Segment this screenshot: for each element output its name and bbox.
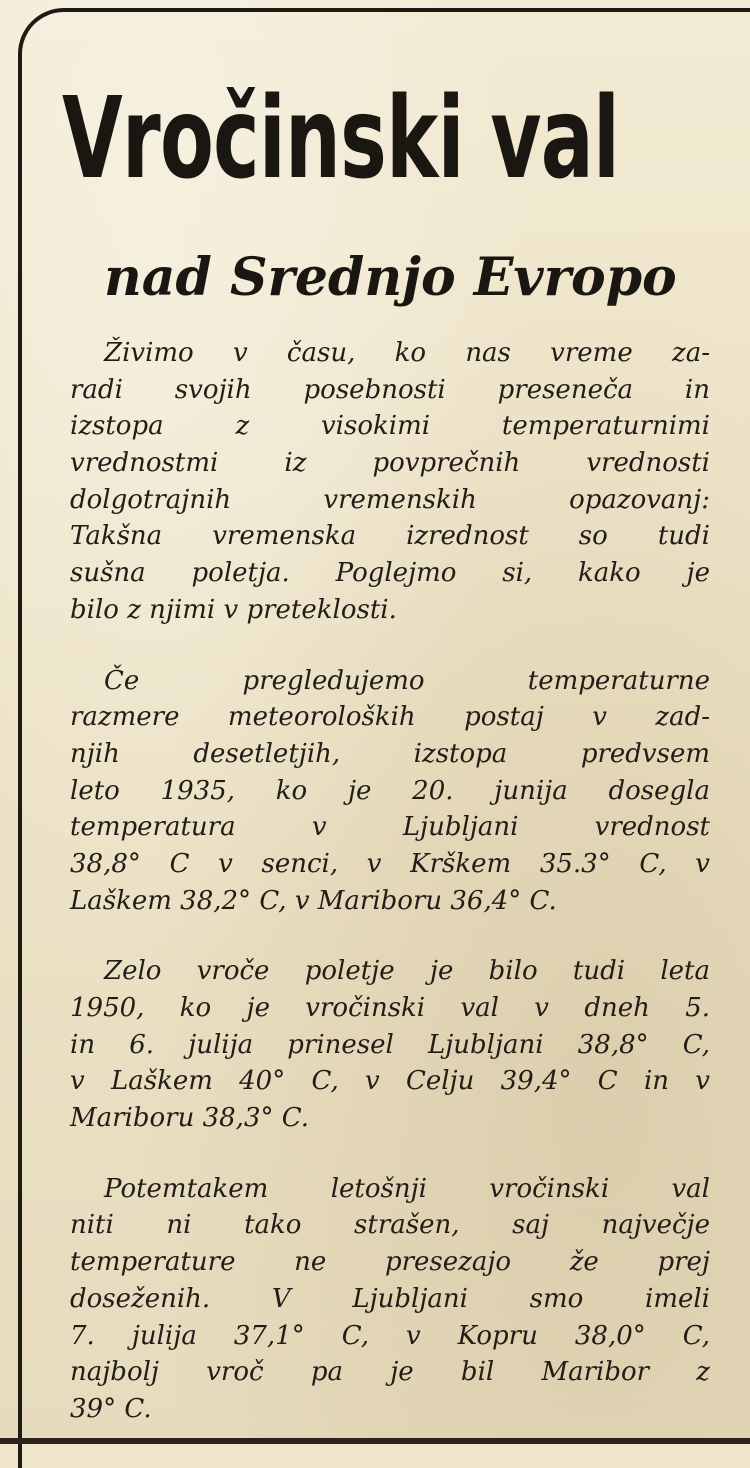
paragraph-2 [70,663,710,920]
text-line: vrednostmi iz povprečnih vrednosti [70,448,710,479]
article-subheadline: nad Srednjo Evropo [104,247,677,308]
text-line: dolgotrajnih vremenskih opazovanj: [70,484,710,515]
text-line: izstopa z visokimi temperaturnimi [70,411,710,442]
text-line: niti ni tako strašen, saj največje [70,1210,710,1241]
text-line: 38,8° C v senci, v Krškem 35.3° C, v [70,848,710,879]
text-line: in 6. julija prinesel Ljubljani 38,8° C, [70,1029,710,1060]
text-line: Mariboru 38,3° C. [70,1103,309,1134]
article-headline: Vročinski val [62,74,620,204]
article-body [70,335,710,1462]
text-line: temperatura v Ljubljani vrednost [70,812,710,843]
text-line: leto 1935, ko je 20. junija dosegla [70,775,710,806]
text-line: Takšna vremenska izrednost so tudi [70,521,710,552]
text-line: Zelo vroče poletje je bilo tudi leta [104,956,710,987]
text-line: Če pregledujemo temperaturne [104,665,710,696]
text-line: Živimo v času, ko nas vreme za- [104,338,710,368]
text-line: najbolj vroč pa je bil Maribor z [70,1357,710,1388]
paragraph-4 [70,1171,710,1428]
text-line: njih desetletjih, izstopa predvsem [70,738,710,769]
text-line: bilo z njimi v preteklosti. [70,594,397,625]
paragraph-1 [70,335,710,629]
text-line: temperature ne presezajo že prej [70,1247,710,1278]
text-line: sušna poletja. Poglejmo si, kako je [70,558,710,589]
text-line: 1950, ko je vročinski val v dneh 5. [70,993,710,1023]
text-line: 7. julija 37,1° C, v Kopru 38,0° C, [70,1320,710,1351]
text-line: Potemtakem letošnji vročinski val [104,1173,710,1204]
text-line: radi svojih posebnosti preseneča in [70,374,710,405]
text-line: v Laškem 40° C, v Celju 39,4° C in v [70,1066,710,1097]
text-line: Laškem 38,2° C, v Mariboru 36,4° C. [70,885,557,916]
text-line: razmere meteoroloških postaj v zad- [70,702,710,733]
paragraph-3 [70,953,710,1136]
text-line: doseženih. V Ljubljani smo imeli [70,1283,710,1314]
page-bottom-edge [0,1438,750,1444]
text-line: 39° C. [70,1393,152,1424]
